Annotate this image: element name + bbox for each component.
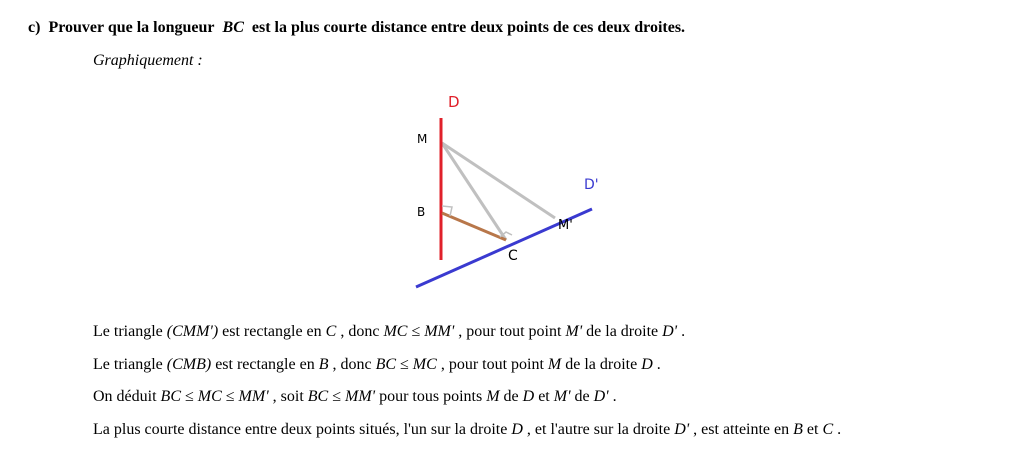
s3-b: BC ≤ MC ≤ MM' bbox=[160, 388, 269, 405]
heading-bc: BC bbox=[222, 19, 244, 36]
s3-e: pour tous points bbox=[375, 388, 487, 405]
s3-j: M' bbox=[553, 388, 571, 405]
s3-m: . bbox=[608, 388, 617, 405]
s4-d: D' bbox=[674, 421, 690, 438]
s3-l: D' bbox=[593, 388, 609, 405]
label-D: D bbox=[448, 93, 460, 111]
s1-j: D' bbox=[662, 323, 678, 340]
geometry-figure bbox=[400, 85, 630, 300]
s4-b: D bbox=[511, 421, 523, 438]
s1-k: . bbox=[677, 323, 686, 340]
s3-a: On déduit bbox=[93, 388, 161, 405]
s1-i: de la droite bbox=[582, 323, 663, 340]
s1-d: C bbox=[325, 323, 337, 340]
statement-2 bbox=[93, 356, 661, 374]
s4-i: . bbox=[833, 421, 842, 438]
statement-3 bbox=[93, 388, 617, 406]
heading-text-2: est la plus courte distance entre deux points de ces deux droites. bbox=[251, 19, 686, 36]
s1-f: MC ≤ MM' bbox=[383, 323, 455, 340]
s1-b: (CMM') bbox=[166, 323, 219, 340]
s3-c: , soit bbox=[268, 388, 308, 405]
question-marker: c) bbox=[28, 19, 41, 36]
s3-h: D bbox=[522, 388, 535, 405]
s3-d: BC ≤ MM' bbox=[307, 388, 376, 405]
s3-i: et bbox=[534, 388, 554, 405]
statement-1 bbox=[93, 323, 685, 341]
s4-e: , est atteinte en bbox=[689, 421, 794, 438]
s4-h: C bbox=[822, 421, 834, 438]
s1-a: Le triangle bbox=[93, 323, 167, 340]
s1-e: , donc bbox=[336, 323, 384, 340]
question-heading bbox=[28, 19, 685, 37]
s1-h: M' bbox=[565, 323, 583, 340]
label-C: C bbox=[508, 248, 518, 264]
s3-f: M bbox=[486, 388, 500, 405]
subheading-graphiquement: Graphiquement : bbox=[93, 52, 203, 69]
s4-c: , et l'autre sur la droite bbox=[522, 421, 675, 438]
s1-c: est rectangle en bbox=[218, 323, 326, 340]
s4-g: et bbox=[802, 421, 823, 438]
s2-k: . bbox=[652, 356, 661, 373]
s2-i: de la droite bbox=[561, 356, 642, 373]
s3-g: de bbox=[499, 388, 523, 405]
heading-text-1: Prouver que la longueur bbox=[48, 19, 215, 36]
s3-k: de bbox=[570, 388, 594, 405]
label-B: B bbox=[417, 205, 426, 219]
label-Dprime: D' bbox=[584, 177, 599, 193]
s2-h: M bbox=[547, 356, 562, 373]
label-M: M bbox=[417, 132, 428, 146]
s2-g: , pour tout point bbox=[436, 356, 548, 373]
s4-a: La plus courte distance entre deux points situés, l'un sur la droite bbox=[93, 421, 512, 438]
s2-e: , donc bbox=[328, 356, 376, 373]
s2-b: (CMB) bbox=[166, 356, 212, 373]
s2-d: B bbox=[318, 356, 329, 373]
s2-j: D bbox=[641, 356, 653, 373]
s1-g: , pour tout point bbox=[454, 323, 566, 340]
s2-a: Le triangle bbox=[93, 356, 167, 373]
segment-MMprime bbox=[442, 143, 555, 218]
s4-f: B bbox=[793, 421, 803, 438]
statement-4 bbox=[93, 421, 841, 439]
s2-c: est rectangle en bbox=[211, 356, 319, 373]
s2-f: BC ≤ MC bbox=[375, 356, 437, 373]
label-Mprime: M' bbox=[558, 218, 573, 233]
